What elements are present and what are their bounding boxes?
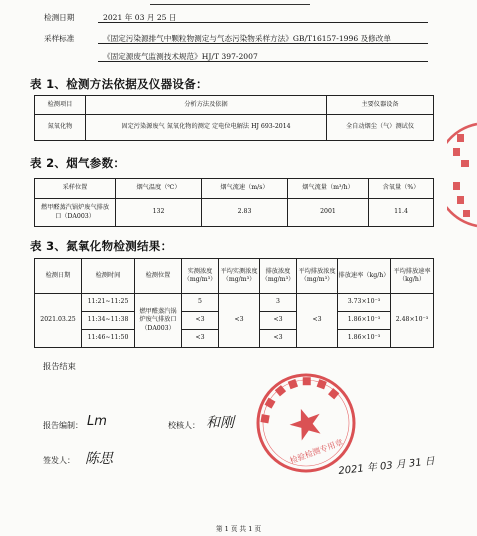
header-cell: 采样位置 (35, 179, 116, 199)
measured-cell: <3 (182, 312, 219, 330)
time-cell: 11:21~11:25 (82, 294, 135, 312)
measured-cell: 5 (182, 294, 219, 312)
table1-title: 表 1、检测方法依据及仪器设备： (30, 77, 208, 91)
underline (98, 61, 428, 62)
approver-label: 签发人： (43, 456, 75, 465)
date-cell: 2021.03.25 (35, 294, 82, 348)
table-cell: 2.83 (202, 199, 288, 227)
seal-star (286, 403, 326, 442)
emission-cell: 3 (260, 294, 297, 312)
time-cell: 11:34~11:38 (82, 312, 135, 330)
top-border-fragment (150, 0, 310, 5)
table-cell: 固定污染源废气 氮氧化物的测定 定电位电解法 HJ 693-2014 (86, 115, 327, 141)
author-signature: Lm (87, 414, 107, 429)
underline (98, 22, 428, 23)
checker-label: 校核人： (168, 421, 200, 430)
header-cell: 检测项目 (35, 96, 86, 115)
date-label: 检测日期 (44, 13, 75, 22)
header-cell: 烟气温度（℃） (116, 179, 202, 199)
header-cell: 检测时间 (82, 259, 135, 294)
header-cell: 排放浓度（mg/m³） (260, 259, 297, 294)
table-cell: 11.4 (369, 199, 434, 227)
header-cell: 烟气流量（m³/h） (288, 179, 369, 199)
flue-gas-table (34, 178, 434, 227)
time-cell: 11:46~11:50 (82, 330, 135, 348)
header-cell: 平均实测浓度（mg/m³） (219, 259, 260, 294)
edge-seal-fragment (447, 120, 477, 230)
approver-signature: 陈思 (85, 451, 113, 467)
avg-rate-cell: 2.48×10⁻³ (391, 294, 434, 348)
table3-title: 表 3、氮氧化物检测结果： (30, 239, 173, 253)
author-label: 报告编制： (43, 421, 83, 430)
table-cell: 2001 (288, 199, 369, 227)
header-cell: 主要仪器设备 (327, 96, 434, 115)
header-cell: 烟气流速（m/s） (202, 179, 288, 199)
table-cell: 氮氧化物 (35, 115, 86, 141)
emission-cell: <3 (260, 330, 297, 348)
header-cell: 检测日期 (35, 259, 82, 294)
header-cell: 平均排放速率（kg/h） (391, 259, 434, 294)
header-cell: 实测浓度（mg/m³） (182, 259, 219, 294)
header-cell: 含氧量（%） (369, 179, 434, 199)
seal-text: 检验检测专用章 (288, 437, 345, 466)
rate-cell: 3.73×10⁻³ (338, 294, 391, 312)
standard-line-1: 《固定污染源排气中颗粒物测定与气态污染物采样方法》GB/T16157-1996 及修改单 (103, 34, 391, 43)
table-cell: 132 (116, 199, 202, 227)
avg-measured-cell: <3 (219, 294, 260, 348)
underline (98, 43, 428, 44)
official-seal (253, 370, 359, 476)
standard-line-2: 《固定源废气监测技术规范》HJ/T 397-2007 (103, 52, 258, 61)
standard-label: 采样标准 (44, 34, 75, 43)
table-cell: 燃甲醛蒸汽锅炉废气排放口（DA003） (35, 199, 116, 227)
report-end: 报告结束 (43, 361, 76, 371)
page-footer: 第 1 页 共 1 页 (215, 525, 262, 533)
header-cell: 分析方法及依据 (86, 96, 327, 115)
header-cell: 检测位置 (135, 259, 182, 294)
sign-date: 2021 年 03 月 31 日 (337, 455, 436, 478)
methods-table (34, 95, 434, 141)
table-cell: 全自动烟尘（气）测试仪 (327, 115, 434, 141)
date-value: 2021 年 03 月 25 日 (103, 13, 177, 22)
checker-signature: 和刚 (206, 415, 234, 431)
location-cell: 燃甲醛蒸汽锅炉废气排放口（DA003） (135, 294, 182, 348)
rate-cell: 1.86×10⁻³ (338, 312, 391, 330)
emission-cell: <3 (260, 312, 297, 330)
measured-cell: <3 (182, 330, 219, 348)
avg-emission-cell: <3 (297, 294, 338, 348)
header-cell: 平均排放浓度（mg/m³） (297, 259, 338, 294)
results-table (34, 258, 434, 348)
table2-title: 表 2、烟气参数： (30, 156, 126, 170)
rate-cell: 1.86×10⁻³ (338, 330, 391, 348)
header-cell: 排放速率（kg/h） (338, 259, 391, 294)
